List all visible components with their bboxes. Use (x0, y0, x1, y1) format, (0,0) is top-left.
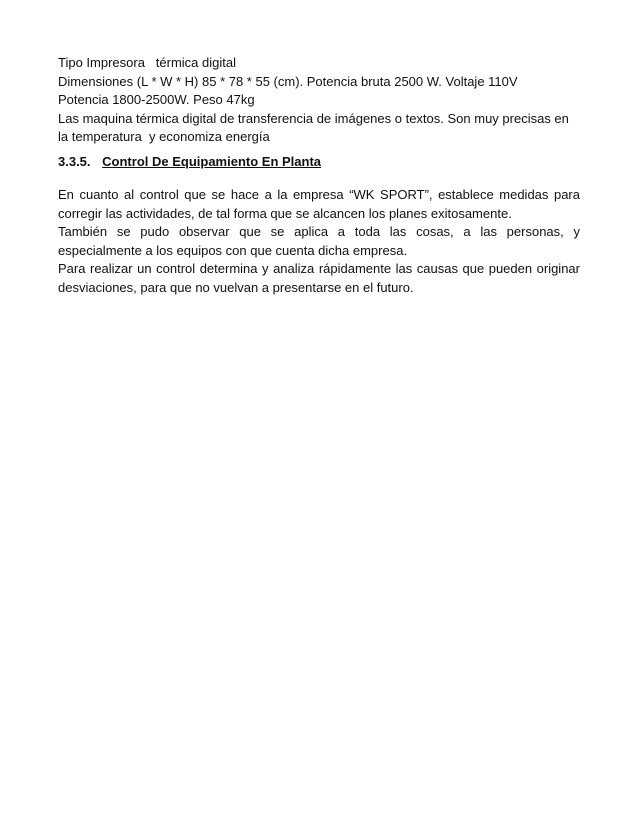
spec-potencia: Potencia 1800-2500W. Peso 47kg (58, 92, 255, 108)
paragraph: También se pudo observar que se aplica a toda las cosas, a las personas, y especialmente a los equipos con que cuenta dicha empresa. (58, 224, 580, 258)
section-title: Control De Equipamiento En Planta (102, 154, 322, 169)
paragraph: En cuanto al control que se hace a la empresa “WK SPORT”, establece medidas para corregir las actividades, de tal forma que se alcancen los planes exitosamente. (58, 187, 580, 221)
spec-tipo: Tipo Impresora térmica digital (58, 55, 236, 70)
spec-descripcion: Las maquina térmica digital de transferencia de imágenes o textos. Son muy precisas en la temperatura y economiza energía (58, 110, 573, 145)
section-heading (58, 153, 321, 171)
section-number: 3.3.5. (58, 154, 91, 169)
paragraph: Para realizar un control determina y analiza rápidamente las causas que pueden originar desviaciones, para que no vuelvan a presentarse en el futuro. (58, 261, 580, 295)
specs-block (58, 54, 580, 147)
spec-dimensiones: Dimensiones (L * W * H) 85 * 78 * 55 (cm). Potencia bruta 2500 W. Voltaje 110V (58, 73, 518, 89)
section-body (58, 186, 580, 298)
